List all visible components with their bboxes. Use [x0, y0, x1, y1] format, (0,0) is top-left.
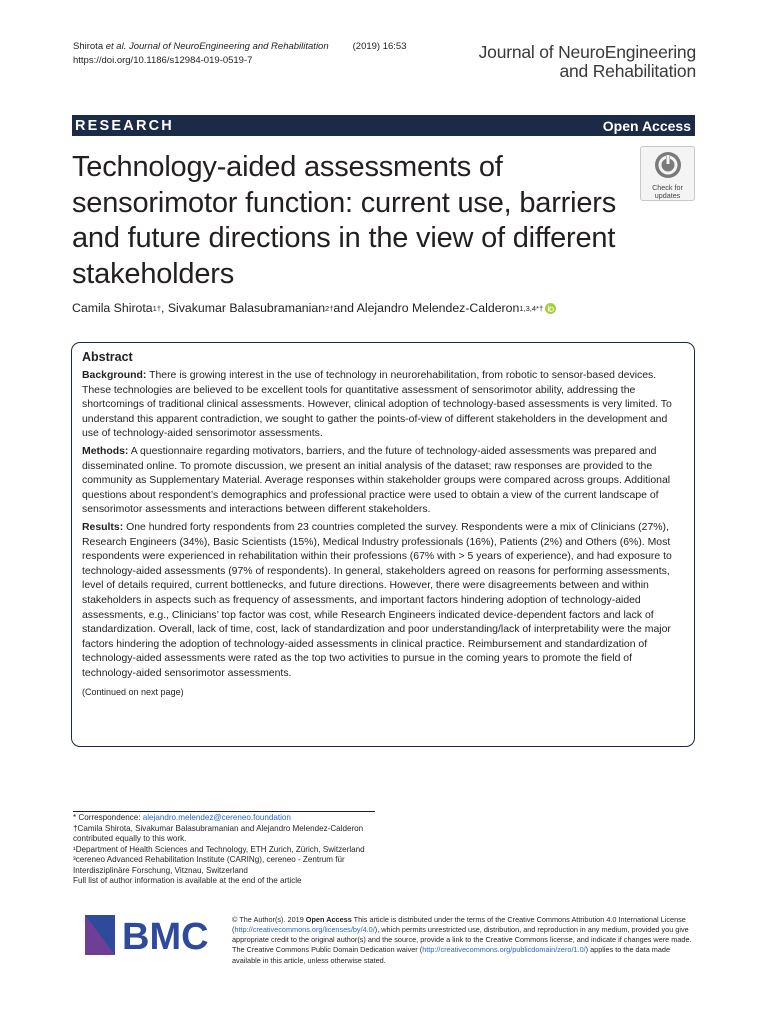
footnote-divider: [73, 811, 375, 812]
cc-by-license-link[interactable]: http://creativecommons.org/licenses/by/4.0/: [234, 925, 375, 935]
orcid-icon[interactable]: [545, 303, 556, 314]
svg-text:BMC: BMC: [122, 916, 209, 958]
correspondence-email-link[interactable]: alejandro.melendez@cereneo.foundation: [142, 813, 291, 822]
journal-name: Journal of NeuroEngineering and Rehabilitation: [478, 42, 696, 81]
article-type-banner: [72, 115, 695, 136]
article-title: Technology-aided assessments of sensorimotor function: current use, barriers and future directions in the view of different stakeholders: [72, 151, 617, 290]
author-list: Camila Shirota 1† , Sivakumar Balasubramanian 2† and Alejandro Melendez-Calderon 1,3,4*†: [72, 301, 556, 315]
citation-line: [73, 40, 407, 54]
affiliation-1: ¹Department of Health Sciences and Technology, ETH Zurich, Zürich, Switzerland: [73, 844, 365, 854]
correspondence: * Correspondence: alejandro.melendez@cereneo.foundation: [73, 813, 291, 822]
author-name: and Alejandro Melendez-Calderon: [333, 301, 520, 315]
author-info-note: Full list of author information is available at the end of the article: [73, 876, 302, 886]
abstract-results: Results: One hundred forty respondents from 23 countries completed the survey. Respondents were a mix of Clinicians (27%), Research Engineers (34%), Basic Scientists (15%), Medical Industry professionals (16%), Patients (2%) and Others (6%). Most respondents were experienced in rehabilitation within their professions (67% with > 5 years of experience), and had exposure to technology-aided assessments (97% of respondents). In general, stakeholders agreed on reasons for performing assessments, level of details required, current bottlenecks, and future directions. However, there were disagreements between and within stakeholders in aspects such as frequency of assessments, and important factors hindering adoption of technology-aided assessments, e.g., Clinicians’ top factor was cost, while Research Engineers indicated device-dependent factors and lack of standardization. Overall, lack of time, cost, lack of standardization and poor understanding/lack of interpretability were the major factors hindering the adoption of technology-aided assessments in clinical practice. Reimbursement and standardization of technology-aided assessments were rated as the top two activities to pursue in the coming years to promote the field of technology-aided sensorimotor assessments.: [82, 521, 672, 679]
abstract-methods: Methods: A questionnaire regarding motivators, barriers, and the future of technology-aided assessments was prepared and disseminated online. To promote discussion, we present an initial analysis of the dataset; raw responses are provided to the community as Supplementary Material. Average responses within stakeholder groups were compared across groups. Additional questions about respondent’s demographics and professional practice were used to obtain a view of the current landscape of sensorimotor assessments and interactions between different stakeholders.: [82, 445, 671, 516]
header-author: Shirota: [73, 41, 106, 52]
bmc-logo: [85, 913, 220, 958]
affiliation-3: ³cereneo Advanced Rehabilitation Institute (CARINg), cereneo - Zentrum für Interdisziplinäre Forschung, Vitznau, Switzerland: [73, 855, 345, 875]
open-access-label: Open Access: [602, 117, 691, 134]
header-year-volume: (2019) 16:53: [352, 41, 407, 52]
abstract-background: Background: There is growing interest in the use of technology in neurorehabilitation, from robotic to sensor-based devices. These technologies are believed to be excellent tools for quantitative assessment of sensorimotor ability, addressing the shortcomings of traditional clinical assessments. However, clinical adoption of technology-based assessments is very limited. To understand this apparent contradiction, we sought to gather the points-of-view of different stakeholders in the development and use of technology-aided sensorimotor assessments.: [82, 370, 672, 440]
check-for-updates-button[interactable]: Check for updates: [640, 146, 695, 201]
author-name: Camila Shirota: [72, 301, 153, 315]
continued-note: (Continued on next page): [82, 687, 184, 698]
cc0-waiver-link[interactable]: http://creativecommons.org/publicdomain/zero/1.0/: [422, 945, 586, 955]
author-name: , Sivakumar Balasubramanian: [161, 301, 326, 315]
article-type-label: RESEARCH: [75, 117, 174, 134]
bmc-logo-mark: [85, 913, 220, 958]
equal-contribution-note: †Camila Shirota, Sivakumar Balasubramanian and Alejandro Melendez-Calderon contributed equally to this work.: [73, 823, 364, 844]
footnotes: [73, 813, 378, 887]
license-statement: © The Author(s). 2019 Open Access This article is distributed under the terms of the Creative Commons Attribution 4.0 International License (http://creativecommons.org/licenses/by/4.0/), which permits unrestricted use, distribution, and reproduction in any medium, provided you give appropriate credit to the original author(s) and the source, provide a link to the Creative Commons license, and indicate if changes were made. The Creative Commons Public Domain Dedication waiver (http://creativecommons.org/publicdomain/zero/1.0/) applies to the data made available in this article, unless otherwise stated.: [232, 915, 692, 965]
header-journal: et al. Journal of NeuroEngineering and Rehabilitation: [105, 41, 329, 52]
abstract-heading: Abstract: [82, 350, 133, 364]
running-header: [73, 40, 407, 68]
header-doi-link[interactable]: https://doi.org/10.1186/s12984-019-0519-7: [73, 55, 253, 66]
check-updates-icon: [654, 151, 682, 179]
abstract-box: [71, 342, 695, 747]
